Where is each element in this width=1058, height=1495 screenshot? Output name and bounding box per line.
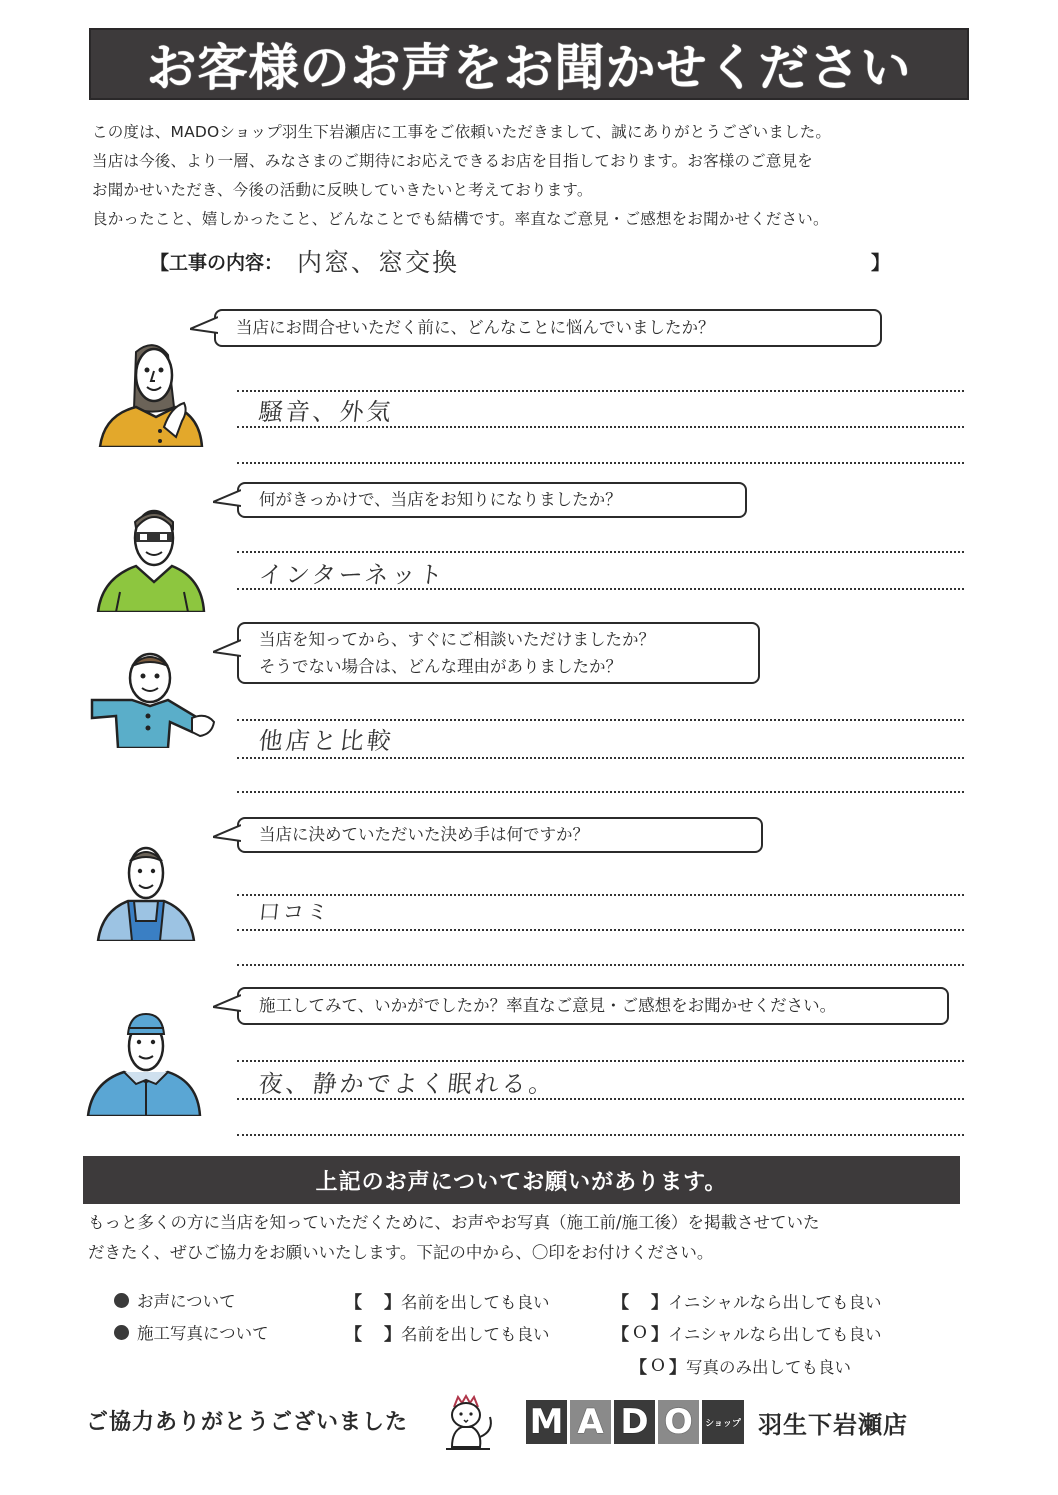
answer-line xyxy=(237,1098,964,1100)
answer-text: インターネット xyxy=(257,561,448,589)
answer-line xyxy=(237,1060,964,1062)
answer-line xyxy=(237,588,964,590)
woman-character-icon xyxy=(96,337,206,447)
man-apron-character-icon xyxy=(96,845,196,941)
thanks-message: ご協力ありがとうございました xyxy=(86,1410,409,1435)
work-content-field xyxy=(150,243,890,279)
answer-line xyxy=(237,929,964,931)
speech-tail-icon xyxy=(190,315,218,337)
question-bubble-5 xyxy=(237,987,949,1025)
answer-area-1 xyxy=(237,390,964,465)
question-text: 当店にお問合せいただく前に、どんなことに悩んでいましたか？ xyxy=(236,318,715,337)
question-bubble-3 xyxy=(237,622,760,684)
man-blue-apron-illustration xyxy=(96,845,196,941)
intro-text xyxy=(92,118,972,234)
answer-area-3 xyxy=(237,719,964,794)
checkbox-mark[interactable]: O xyxy=(633,1322,647,1343)
answer-text: 他店と比較 xyxy=(257,727,396,755)
answer-area-4 xyxy=(237,894,964,969)
question-bubble-4 xyxy=(237,817,763,853)
work-content-label: 【工事の内容： xyxy=(150,251,284,274)
request-heading: 上記のお声についてお願いがあります。 xyxy=(315,1169,728,1195)
answer-line xyxy=(237,462,964,464)
consent-option-photos-only[interactable]: 【 O 】 写真のみ出しても良い xyxy=(630,1355,851,1378)
speech-tail-icon xyxy=(213,638,241,660)
answer-area-5 xyxy=(237,1060,964,1135)
answer-area-2 xyxy=(237,551,964,601)
consent-option-photos-name[interactable]: 【 】 名前を出しても良い xyxy=(345,1324,550,1345)
intro-line: 良かったこと、嬉しかったこと、どんなことでも結構です。率直なご意見・ご感想をお聞かせください。 xyxy=(92,210,829,228)
worker-character-icon xyxy=(86,1012,202,1116)
answer-text: 口コミ xyxy=(257,900,333,924)
store-name: 羽生下岩瀬店 xyxy=(758,1411,908,1439)
answer-line xyxy=(237,551,964,553)
logo-tile: D xyxy=(614,1400,655,1444)
cat-mascot-icon xyxy=(440,1393,502,1451)
speech-tail-icon xyxy=(213,993,241,1015)
woman-yellow-cardigan-illustration xyxy=(96,337,206,447)
question-text: 何がきっかけで、当店をお知りになりましたか？ xyxy=(259,490,622,509)
work-content-value: 内窓、窓交換 xyxy=(297,248,460,277)
man-pointing-character-icon xyxy=(88,650,223,748)
logo-suffix: ショップ xyxy=(702,1400,744,1444)
work-content-close-bracket: 】 xyxy=(870,251,890,274)
logo-tile: A xyxy=(570,1400,611,1444)
question-text: 当店を知ってから、すぐにご相談いただけましたか？ xyxy=(259,630,655,649)
man-green-sweater-illustration xyxy=(96,508,206,612)
question-text: 施工してみて、いかがでしたか？率直なご意見・ご感想をお聞かせください。 xyxy=(259,996,837,1015)
answer-line xyxy=(237,757,964,759)
page-title: お客様のお声をお聞かせください xyxy=(146,39,912,97)
answer-line xyxy=(237,964,964,966)
man-glasses-character-icon xyxy=(96,508,206,612)
answer-line xyxy=(237,1134,964,1136)
logo-tile: M xyxy=(526,1400,567,1444)
consent-label-photos: 施工写真について xyxy=(114,1320,269,1344)
intro-line: お聞かせいただき、今後の活動に反映していきたいと考えております。 xyxy=(92,181,593,199)
logo-tile: O xyxy=(658,1400,699,1444)
checkbox-mark[interactable]: O xyxy=(651,1355,665,1376)
answer-text: 騒音、外気 xyxy=(257,398,396,426)
mado-logo xyxy=(526,1400,744,1444)
consent-label-voice: お声について xyxy=(114,1288,236,1312)
consent-option-voice-name[interactable]: 【 】 名前を出しても良い xyxy=(345,1292,550,1313)
answer-line xyxy=(237,426,964,428)
answer-line xyxy=(237,894,964,896)
speech-tail-icon xyxy=(213,488,241,510)
bullet-icon xyxy=(114,1293,129,1308)
intro-line: 当店は今後、より一層、みなさまのご期待にお応えできるお店を目指しております。お客様のご意見を xyxy=(92,152,813,170)
bullet-icon xyxy=(114,1325,129,1340)
worker-blue-cap-illustration xyxy=(86,1012,202,1116)
intro-line: この度は、MADOショップ羽生下岩瀬店に工事をご依頼いただきまして、誠にありがとうございました。 xyxy=(92,123,832,141)
consent-option-photos-initial[interactable]: 【 O 】 イニシャルなら出しても良い xyxy=(612,1322,882,1345)
request-line: だきたく、ぜひご協力をお願いいたします。下記の中から、〇印をお付けください。 xyxy=(88,1243,714,1262)
man-blue-shirt-illustration xyxy=(88,650,223,748)
answer-line xyxy=(237,791,964,793)
answer-text: 夜、静かでよく眠れる。 xyxy=(257,1070,558,1098)
request-text xyxy=(88,1208,968,1268)
request-line: もっと多くの方に当店を知っていただくために、お声やお写真（施工前/施工後）を掲載させていた xyxy=(88,1213,820,1232)
question-bubble-2 xyxy=(237,482,747,518)
request-banner xyxy=(83,1156,960,1204)
question-bubble-1 xyxy=(214,309,882,347)
title-banner xyxy=(89,28,969,100)
consent-option-voice-initial[interactable]: 【 】 イニシャルなら出しても良い xyxy=(612,1292,882,1313)
question-text: そうでない場合は、どんな理由がありましたか？ xyxy=(259,657,622,676)
question-text: 当店に決めていただいた決め手は何ですか？ xyxy=(259,825,589,844)
speech-tail-icon xyxy=(213,823,241,845)
